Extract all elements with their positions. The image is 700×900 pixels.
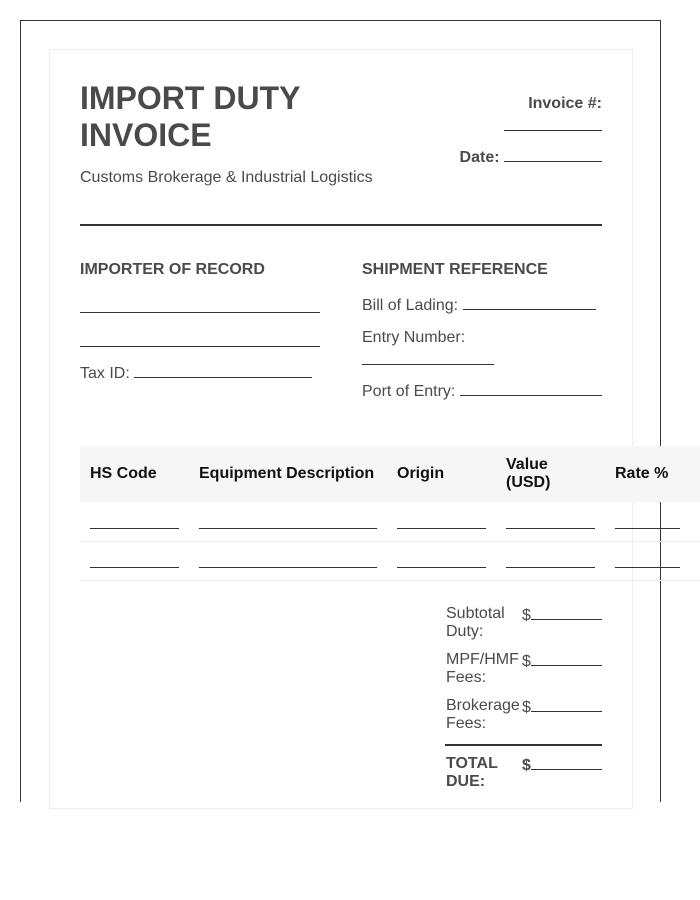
brokerage-currency: $ (522, 699, 531, 716)
value-blank[interactable] (506, 528, 595, 529)
bill-of-lading-label: Bill of Lading: (362, 297, 459, 314)
invoice-number-label: Invoice #: (528, 95, 602, 112)
subtotal-currency: $ (522, 607, 531, 624)
importer-name-blank[interactable] (80, 312, 320, 313)
entry-number-blank[interactable] (362, 364, 494, 365)
tax-id-field (80, 363, 312, 383)
mpf-hmf-fees-blank[interactable] (531, 651, 602, 666)
totals-divider (445, 744, 602, 746)
invoice-title: IMPORT DUTY INVOICE (80, 80, 300, 153)
column-header-equipment-description: Equipment Description (199, 465, 375, 482)
mpf-hmf-fees-field (522, 651, 602, 671)
shipment-heading: SHIPMENT REFERENCE (362, 261, 548, 278)
brokerage-fees-label: Brokerage Fees: (446, 697, 520, 732)
bill-of-lading-field (362, 295, 596, 315)
importer-heading: IMPORTER OF RECORD (80, 261, 265, 278)
subtotal-duty-label: Subtotal Duty: (446, 605, 505, 640)
rate-blank[interactable] (615, 528, 680, 529)
brokerage-fees-field (522, 697, 602, 717)
date-blank[interactable] (504, 147, 602, 162)
description-blank[interactable] (199, 528, 377, 529)
origin-blank[interactable] (397, 567, 486, 568)
invoice-number-field (528, 95, 602, 113)
bill-of-lading-blank[interactable] (463, 295, 596, 310)
date-label: Date: (459, 149, 500, 166)
total-currency: $ (522, 757, 531, 774)
entry-number-field (362, 329, 465, 347)
rate-blank[interactable] (615, 567, 680, 568)
port-of-entry-label: Port of Entry: (362, 383, 456, 400)
mpf-currency: $ (522, 653, 531, 670)
column-header-origin: Origin (397, 465, 445, 482)
tax-id-blank[interactable] (134, 363, 312, 378)
column-header-value: Value (USD) (506, 456, 551, 491)
line-items-header (80, 446, 700, 502)
row-divider (80, 541, 700, 542)
origin-blank[interactable] (397, 528, 486, 529)
subtotal-duty-field (522, 605, 602, 625)
mpf-hmf-fees-label: MPF/HMF Fees: (446, 651, 519, 686)
tax-id-label: Tax ID: (80, 365, 130, 382)
column-header-rate: Rate % (615, 465, 669, 482)
port-of-entry-field (362, 381, 602, 401)
column-header-hs-code: HS Code (90, 465, 157, 482)
brokerage-fees-blank[interactable] (531, 697, 602, 712)
subtotal-duty-blank[interactable] (531, 605, 602, 620)
total-due-blank[interactable] (531, 755, 602, 770)
hs-code-blank[interactable] (90, 567, 179, 568)
date-field (460, 147, 602, 167)
importer-address-blank[interactable] (80, 346, 320, 347)
value-blank[interactable] (506, 567, 595, 568)
invoice-subtitle: Customs Brokerage & Industrial Logistics (80, 169, 373, 186)
description-blank[interactable] (199, 567, 377, 568)
entry-number-label: Entry Number: (362, 329, 466, 346)
total-due-field (522, 755, 602, 775)
invoice-number-blank[interactable] (504, 130, 602, 131)
hs-code-blank[interactable] (90, 528, 179, 529)
row-divider (80, 580, 700, 581)
total-due-label: TOTAL DUE: (446, 755, 498, 790)
port-of-entry-blank[interactable] (460, 381, 602, 396)
header-divider (80, 224, 602, 226)
